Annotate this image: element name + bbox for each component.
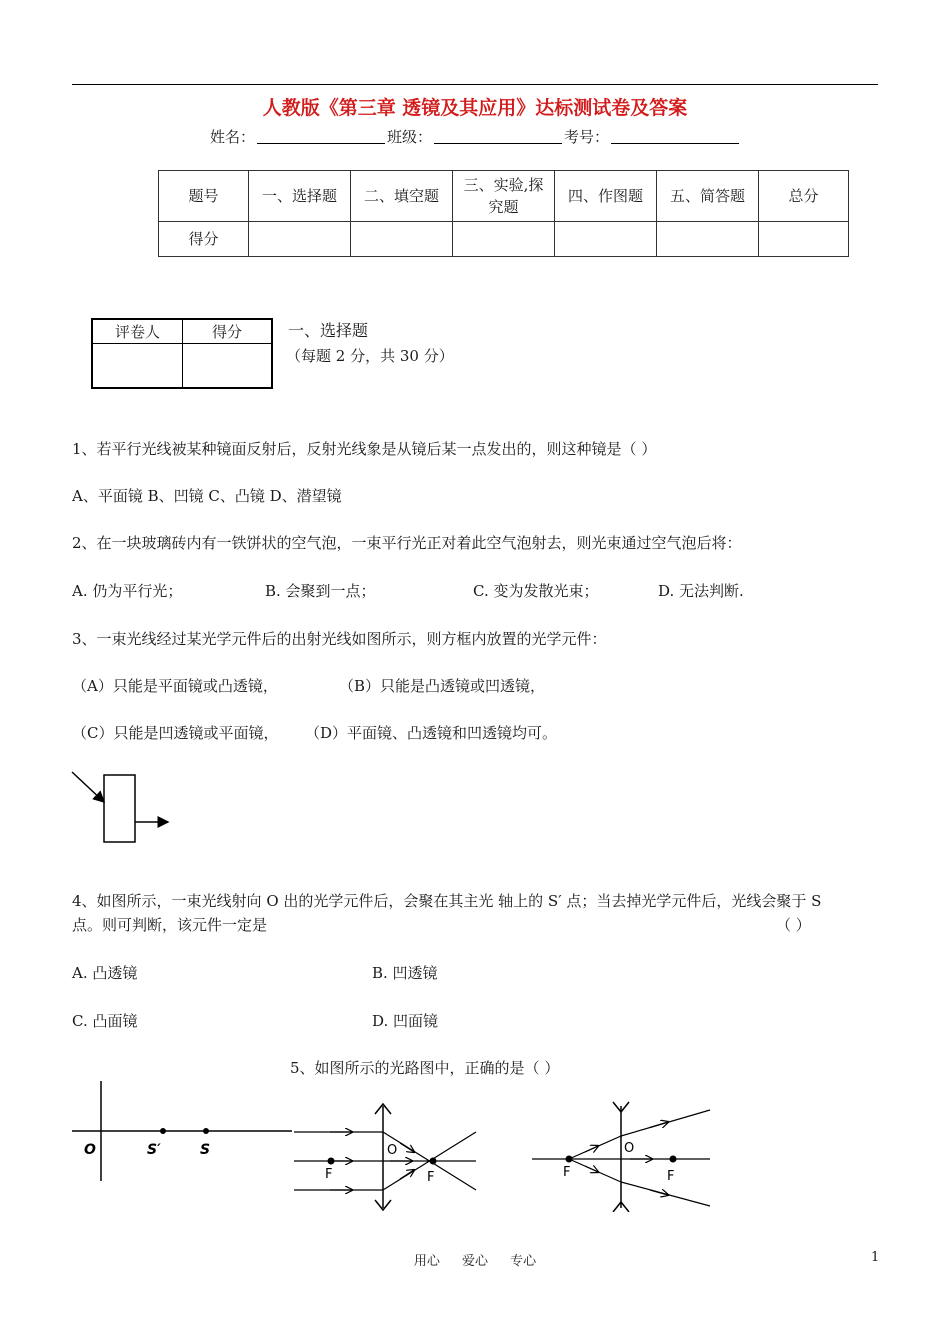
footer-motto: 爱心 (461, 1254, 488, 1269)
grader-score-cell[interactable] (183, 344, 273, 389)
question-3-option-b: （B）只能是凸透镜或凹透镜， (339, 677, 546, 695)
name-blank[interactable] (257, 143, 385, 144)
footer-motto: 用心 (413, 1254, 440, 1269)
score-cell[interactable] (249, 222, 351, 257)
exam-no-label: 考号： (564, 128, 610, 146)
question-4-option-d: D. 凹面镜 (372, 1012, 439, 1030)
question-4-option-b: B. 凹透镜 (372, 964, 438, 982)
grader-label: 评卷人 (92, 319, 183, 344)
score-header-cell: 五、简答题 (657, 171, 759, 222)
page-title: 人教版《第三章 透镜及其应用》达标测试卷及答案 (262, 97, 688, 119)
question-4-figure (70, 1078, 295, 1188)
question-4-option-a: A. 凸透镜 (72, 964, 138, 982)
question-2-option-b: B. 会聚到一点； (265, 582, 376, 600)
top-rule (72, 84, 878, 85)
question-3-stem: 3、一束光线经过某光学元件后的出射光线如图所示，则方框内放置的光学元件： (72, 630, 607, 648)
s-prime-label: S′ (147, 1142, 161, 1158)
question-5-concave-figure (530, 1100, 715, 1212)
score-cell[interactable] (351, 222, 453, 257)
concave-focus-right-label: F (667, 1169, 675, 1184)
question-3-option-d: （D）平面镜、凸透镜和凹透镜均可。 (305, 724, 558, 742)
convex-focus-left-label: F (325, 1167, 333, 1182)
class-blank[interactable] (434, 143, 562, 144)
question-2-option-c: C. 变为发散光束； (473, 582, 599, 600)
grader-score-label: 得分 (183, 319, 273, 344)
question-5-convex-figure (290, 1100, 490, 1212)
question-4-stem-line2: 点。则可判断，该元件一定是 (72, 916, 268, 934)
score-header-cell: 三、实验,探究题 (453, 171, 555, 222)
grader-cell[interactable] (92, 344, 183, 389)
score-cell[interactable] (657, 222, 759, 257)
student-info (210, 126, 741, 147)
question-4-answer-blank[interactable]: （ ） (776, 916, 811, 934)
score-header-cell: 总分 (759, 171, 849, 222)
section-subtitle: （每题 2 分，共 30 分） (286, 347, 454, 365)
score-header-cell: 题号 (159, 171, 249, 222)
question-1-stem: 1、若平行光线被某种镜面反射后，反射光线象是从镜后某一点发出的，则这种镜是（ ） (72, 440, 657, 458)
s-prime-point (160, 1128, 166, 1134)
convex-focus-right-label: F (427, 1170, 435, 1185)
question-3-option-a: （A）只能是平面镜或凸透镜， (72, 677, 278, 695)
question-2-option-d: D. 无法判断. (658, 582, 744, 600)
question-2-stem: 2、在一块玻璃砖内有一铁饼状的空气泡，一束平行光正对着此空气泡射去，则光束通过空气泡后将： (72, 534, 742, 552)
score-cell[interactable] (453, 222, 555, 257)
question-3-figure (66, 765, 176, 847)
name-label: 姓名： (210, 128, 256, 146)
score-row-label: 得分 (159, 222, 249, 257)
question-2-option-a: A. 仍为平行光； (72, 582, 183, 600)
score-cell[interactable] (555, 222, 657, 257)
origin-label: O (84, 1142, 96, 1158)
page-number: 1 (871, 1250, 880, 1265)
class-label: 班级： (387, 128, 433, 146)
question-3-option-c: （C）只能是凹透镜或平面镜， (72, 724, 279, 742)
score-header-cell: 四、作图题 (555, 171, 657, 222)
footer-motto: 专心 (510, 1254, 537, 1269)
convex-center-label: O (387, 1143, 398, 1158)
section-title: 一、选择题 (288, 321, 369, 340)
score-table (158, 170, 849, 257)
question-4-stem-line1: 4、如图所示，一束光线射向 O 出的光学元件后，会聚在其主光 轴上的 S′ 点；当去掉光学元件后，光线会聚于 S (72, 892, 822, 910)
concave-focus-left-label: F (563, 1165, 571, 1180)
s-label: S (200, 1142, 211, 1158)
page-footer (0, 1250, 950, 1269)
score-header-cell: 一、选择题 (249, 171, 351, 222)
question-5-stem: 5、如图所示的光路图中，正确的是（ ） (290, 1059, 560, 1077)
score-header-cell: 二、填空题 (351, 171, 453, 222)
grader-box (91, 318, 273, 389)
concave-center-label: O (624, 1141, 635, 1156)
exam-no-blank[interactable] (611, 143, 739, 144)
s-point (203, 1128, 209, 1134)
question-1-options: A、平面镜 B、凹镜 C、凸镜 D、潜望镜 (72, 487, 342, 505)
question-4-option-c: C. 凸面镜 (72, 1012, 138, 1030)
score-cell[interactable] (759, 222, 849, 257)
